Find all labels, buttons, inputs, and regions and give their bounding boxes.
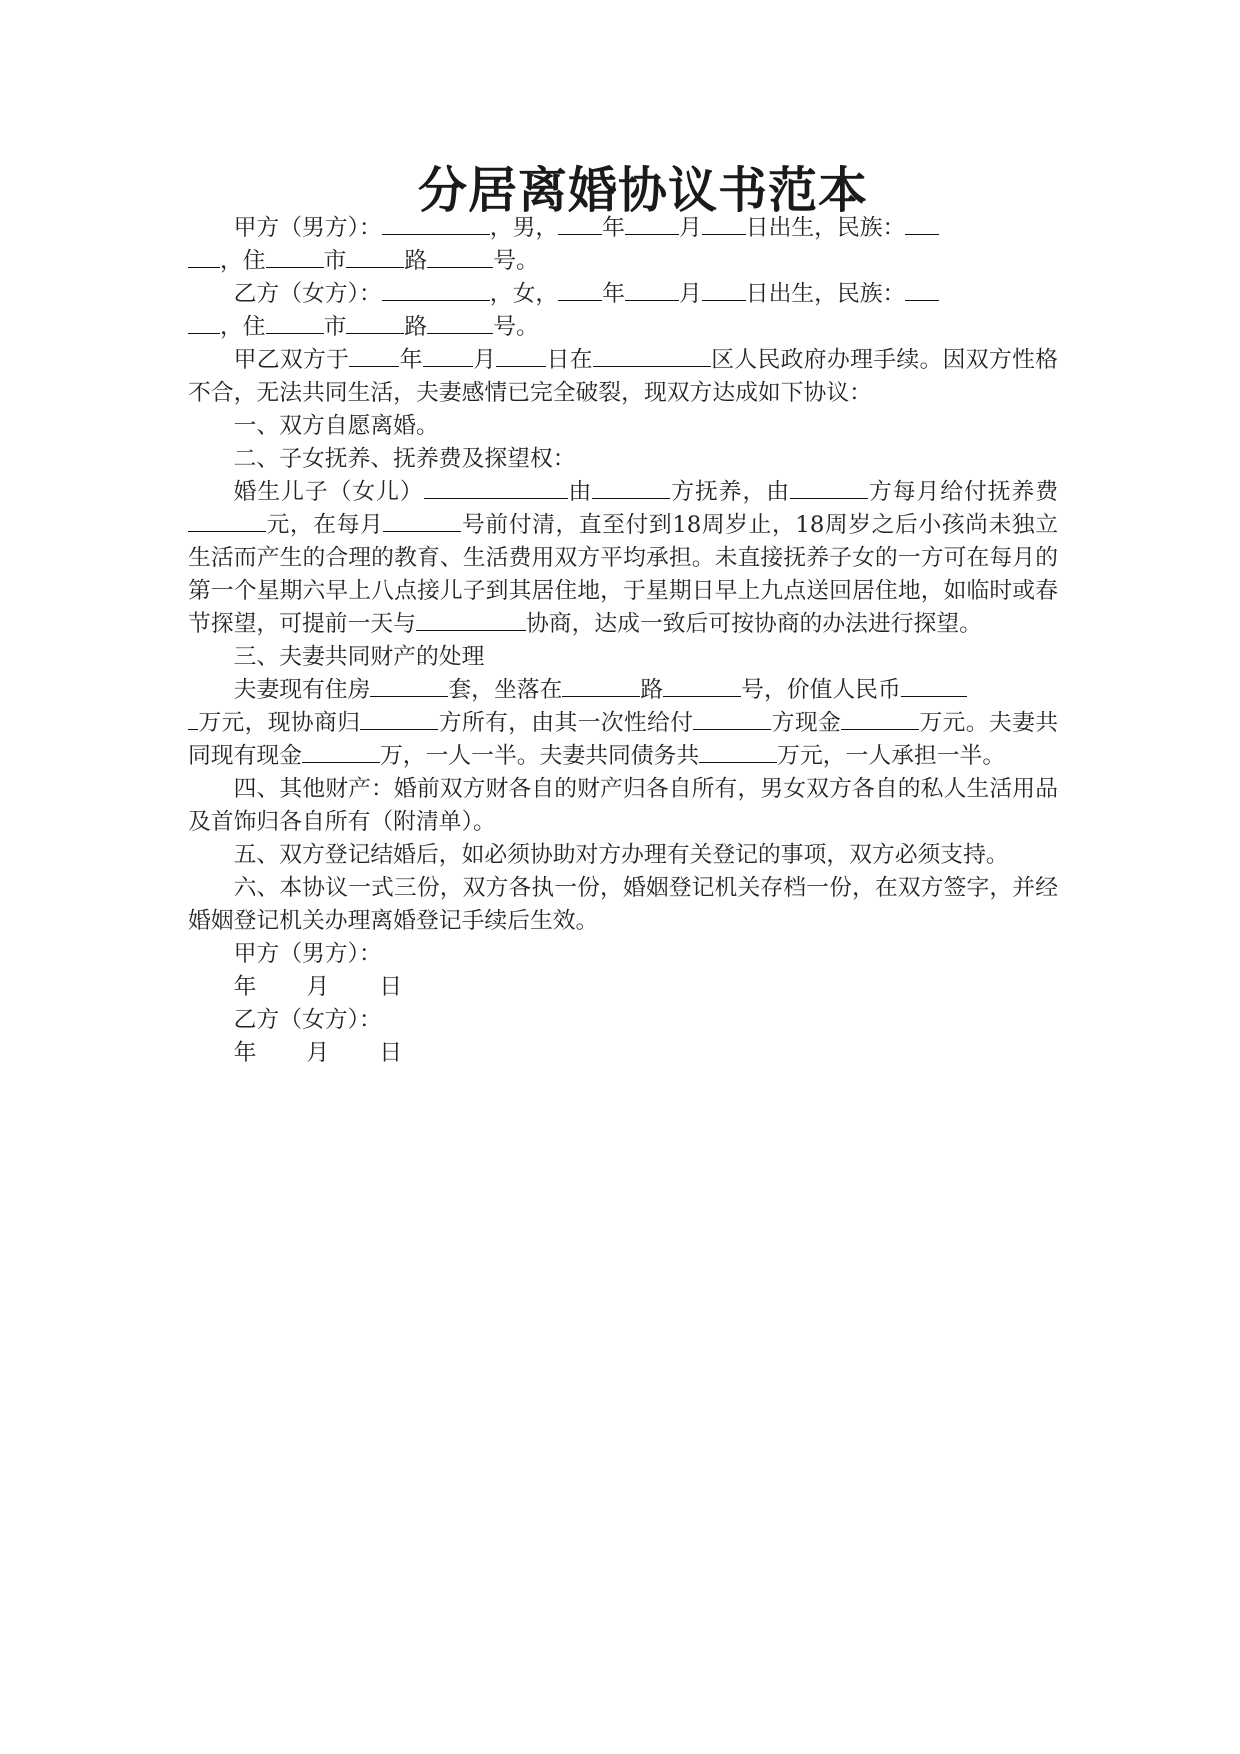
document-title: 分居离婚协议书范本 xyxy=(417,161,868,219)
address-label: ，住 xyxy=(220,314,266,340)
clause-3-title: 三、夫妻共同财产的处理 xyxy=(233,644,485,670)
intro-text: 甲乙双方于 xyxy=(233,347,350,373)
party-b-paragraph xyxy=(188,278,1058,344)
party-b-gender: ，女， xyxy=(489,281,559,307)
party-a-paragraph xyxy=(188,212,1058,278)
custody-party-field[interactable] xyxy=(592,476,670,499)
clause2-text: 婚生儿子（女儿） xyxy=(233,479,424,505)
birth-ethnicity-label: 日出生，民族： xyxy=(745,281,906,307)
clause2-text: 方抚养，由 xyxy=(670,479,790,505)
road-label: 路 xyxy=(404,314,428,340)
month-label: 月 xyxy=(306,974,330,1000)
party-b-label: 乙方（女方）： xyxy=(233,281,382,307)
month-label: 月 xyxy=(678,281,702,307)
clause3-text: 万，一人一半。夫妻共同债务共 xyxy=(379,743,700,769)
clause-5: 五、双方登记结婚后，如必须协助对方办理有关登记的事项，双方必须支持。 xyxy=(233,842,1009,868)
document-page xyxy=(188,160,1058,1070)
intro-paragraph xyxy=(188,344,1058,410)
recipient-party-field[interactable] xyxy=(693,707,771,730)
shared-cash-field[interactable] xyxy=(302,740,380,763)
birth-ethnicity-label: 日出生，民族： xyxy=(745,215,906,241)
party-b-ethnicity-field[interactable] xyxy=(905,278,939,301)
clause-2-title: 二、子女抚养、抚养费及探望权： xyxy=(233,446,576,472)
party-a-gender: ，男， xyxy=(489,215,559,241)
month-label: 月 xyxy=(472,347,497,373)
party-a-road-field[interactable] xyxy=(346,245,404,268)
payment-day-field[interactable] xyxy=(383,509,461,532)
party-b-month-field[interactable] xyxy=(625,278,679,301)
party-b-city-field[interactable] xyxy=(266,311,324,334)
day-label: 日在 xyxy=(546,347,593,373)
party-a-label: 甲方（男方）： xyxy=(233,215,382,241)
party-a-day-field[interactable] xyxy=(702,212,746,235)
clause3-text: 方所有，由其一次性给付 xyxy=(438,710,694,736)
party-b-name-field[interactable] xyxy=(382,278,490,301)
intro-district-field[interactable] xyxy=(593,344,711,367)
year-label: 年 xyxy=(602,215,625,241)
party-a-name-field[interactable] xyxy=(382,212,490,235)
party-b-number-field[interactable] xyxy=(427,311,493,334)
clause-6: 六、本协议一式三份，双方各执一份，婚姻登记机关存档一份，在双方签字，并经婚姻登记机关办理离婚登记手续后生效。 xyxy=(188,875,1058,934)
consult-party-field[interactable] xyxy=(416,608,526,631)
clause2-text: 号前付清，直至付到18周岁止，18周岁之后小孩尚未独立生活而产生的合理的教育、生活费用双方平均承担。未直接抚养子女的一方可在每月的第一个星期六早上八点接儿子到其居住地，于星期日早上九点送回居住地，如临时或春节探望，可提前一天与 xyxy=(188,512,1058,637)
clause-1: 一、双方自愿离婚。 xyxy=(233,413,439,439)
party-b-day-field[interactable] xyxy=(702,278,746,301)
party-a-city-field[interactable] xyxy=(266,245,324,268)
clause3-text: 方现金 xyxy=(771,710,842,736)
clause-2-body xyxy=(188,476,1058,641)
clause3-text: 夫妻现有住房 xyxy=(233,677,371,703)
month-label: 月 xyxy=(306,1040,330,1066)
intro-year-field[interactable] xyxy=(349,344,399,367)
year-label: 年 xyxy=(233,1040,257,1066)
party-a-month-field[interactable] xyxy=(625,212,679,235)
day-label: 日 xyxy=(379,1040,402,1066)
clause3-text: 号，价值人民币 xyxy=(741,677,901,703)
number-label: 号。 xyxy=(493,248,539,274)
clause3-text: 万元，一人承担一半。 xyxy=(777,743,1006,769)
intro-month-field[interactable] xyxy=(423,344,473,367)
owner-party-field[interactable] xyxy=(360,707,438,730)
house-value-field-cont[interactable] xyxy=(188,707,198,730)
clause-4: 四、其他财产：婚前双方财各自的财产归各自所有，男女双方各自的私人生活用品及首饰归各自所有（附清单）。 xyxy=(188,776,1058,835)
day-label: 日 xyxy=(379,974,402,1000)
city-label: 市 xyxy=(323,314,347,340)
party-b-ethnicity-field-cont[interactable] xyxy=(188,311,220,334)
support-amount-field[interactable] xyxy=(188,509,266,532)
signature-a-label: 甲方（男方）： xyxy=(233,941,382,967)
house-road-field[interactable] xyxy=(562,674,640,697)
clause3-text: 万元。夫妻共同现有现金 xyxy=(188,710,1059,769)
shared-debt-field[interactable] xyxy=(699,740,777,763)
address-label: ，住 xyxy=(220,248,266,274)
house-value-field[interactable] xyxy=(901,674,967,697)
signature-b-label: 乙方（女方）： xyxy=(233,1007,382,1033)
clause2-text: 方每月给付抚养费 xyxy=(868,479,1058,505)
clause2-text: 元，在每月 xyxy=(266,512,384,538)
signature-b-date xyxy=(188,1037,1058,1070)
child-name-field[interactable] xyxy=(424,476,568,499)
house-number-field[interactable] xyxy=(663,674,741,697)
party-a-ethnicity-field[interactable] xyxy=(905,212,939,235)
clause-3-body xyxy=(188,674,1058,773)
intro-text-cont: 区人民政府办理手续。因双方性格不合，无法共同生活，夫妻感情已完全破裂，现双方达成如下协议： xyxy=(188,347,1058,406)
year-label: 年 xyxy=(602,281,625,307)
house-count-field[interactable] xyxy=(370,674,448,697)
road-label: 路 xyxy=(404,248,428,274)
city-label: 市 xyxy=(323,248,347,274)
number-label: 号。 xyxy=(493,314,539,340)
year-label: 年 xyxy=(233,974,257,1000)
clause3-text: 套，坐落在 xyxy=(448,677,563,703)
clause3-text: 万元，现协商归 xyxy=(198,710,361,736)
party-b-road-field[interactable] xyxy=(346,311,404,334)
signature-a-date xyxy=(188,971,1058,1004)
clause3-text: 路 xyxy=(640,677,664,703)
clause2-text: 协商，达成一致后可按协商的办法进行探望。 xyxy=(525,611,982,637)
party-b-year-field[interactable] xyxy=(558,278,602,301)
cash-payment-field[interactable] xyxy=(841,707,919,730)
party-a-ethnicity-field-cont[interactable] xyxy=(188,245,220,268)
party-a-number-field[interactable] xyxy=(427,245,493,268)
clause2-text: 由 xyxy=(567,479,593,505)
year-label: 年 xyxy=(399,347,423,373)
party-a-year-field[interactable] xyxy=(558,212,602,235)
intro-day-field[interactable] xyxy=(496,344,546,367)
payer-party-field[interactable] xyxy=(790,476,868,499)
month-label: 月 xyxy=(678,215,702,241)
